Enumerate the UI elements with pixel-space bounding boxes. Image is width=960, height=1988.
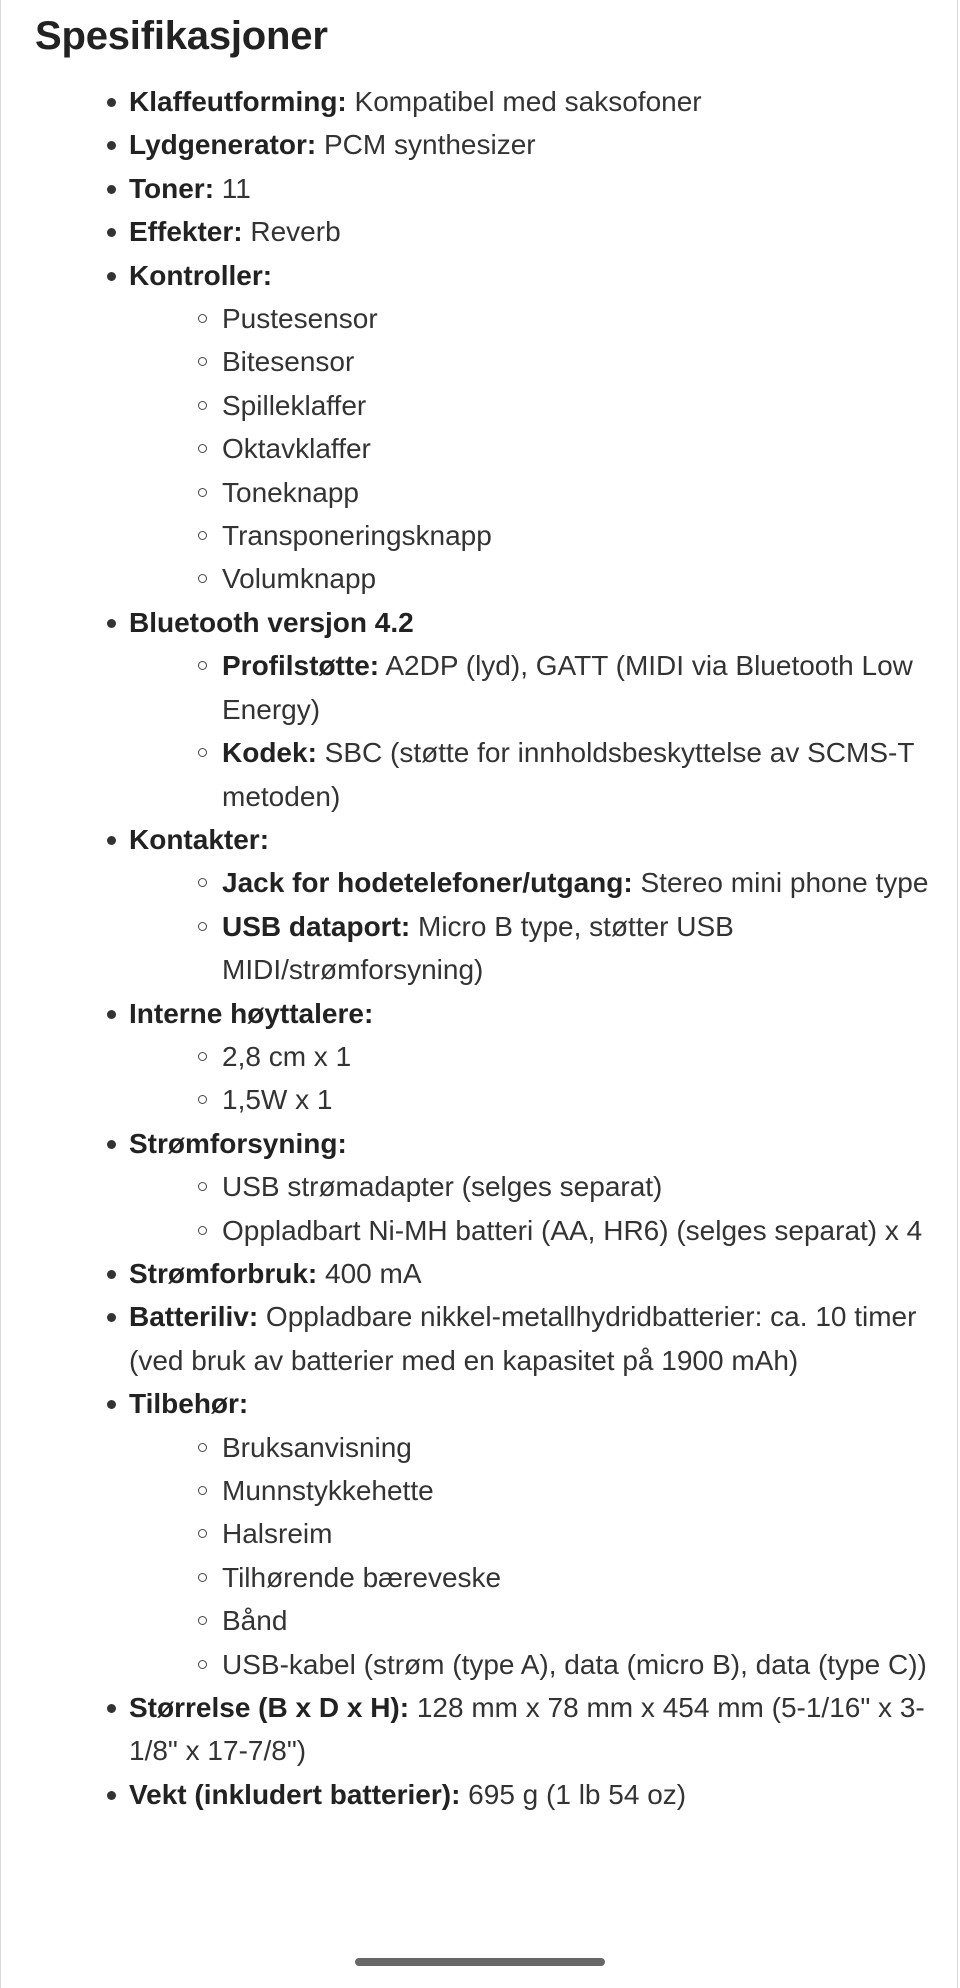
spec-item-stromforsyning: [129, 1122, 935, 1252]
sub-item: [222, 471, 935, 514]
page-title: Spesifikasjoner: [35, 14, 328, 58]
spec-key: Tilbehør:: [129, 1388, 249, 1420]
sub-value: Bitesensor: [222, 346, 355, 378]
spec-key: Klaffeutforming:: [129, 86, 347, 117]
spec-item-bluetooth: [129, 601, 935, 818]
spec-value: 11: [214, 172, 251, 204]
sub-value: SBC (støtte for innholdsbeskyttelse av SCMS-T metoden): [222, 737, 914, 812]
sub-list-stromforsyning: [129, 1165, 935, 1252]
sub-key: Kodek:: [222, 737, 317, 769]
sub-key: Profilstøtte:: [222, 650, 380, 682]
sub-value: Toneknapp: [222, 476, 360, 508]
sub-list-kontakter: [129, 861, 935, 991]
sub-list-tilbehor: [129, 1426, 935, 1686]
sub-item: [222, 1035, 935, 1078]
spec-item-klaffeutforming: [129, 80, 935, 123]
sub-value: Spilleklaffer: [222, 389, 367, 421]
spec-value: 695 g (1 lb 54 oz): [460, 1778, 687, 1810]
sub-list-bluetooth: [129, 644, 935, 818]
sub-item: [222, 557, 935, 600]
sub-item: [222, 1209, 935, 1252]
sub-item: [222, 1469, 935, 1512]
spec-value: PCM synthesizer: [316, 129, 536, 161]
sub-value: A2DP (lyd), GATT (MIDI via Bluetooth Low Energy): [222, 650, 913, 725]
sub-item: [222, 1556, 935, 1599]
sub-item: [222, 340, 935, 383]
sub-list-kontroller: [129, 297, 935, 601]
spec-item-tilbehor: [129, 1382, 935, 1686]
sub-item: [222, 905, 935, 992]
sub-list-hoyttalere: [129, 1035, 935, 1122]
spec-item-interne-hoyttalere: [129, 992, 935, 1122]
spec-key: Størrelse (B x D x H):: [129, 1692, 410, 1724]
spec-value: Oppladbare nikkel-metallhydridbatterier: ca. 10 timer (ved bruk av batterier med en kapasitet på 1900 mAh): [129, 1301, 917, 1376]
sub-item: [222, 731, 935, 818]
spec-value: 128 mm x 78 mm x 454 mm (5-1/16" x 3-1/8" x 17-7/8"): [129, 1692, 925, 1767]
spec-item-lydgenerator: [129, 123, 935, 166]
spec-key: Strømforbruk:: [129, 1257, 318, 1289]
sub-value: Munnstykkehette: [222, 1475, 434, 1506]
spec-key: Effekter:: [129, 216, 243, 248]
spec-key: Lydgenerator:: [129, 129, 317, 161]
sub-value: 2,8 cm x 1: [222, 1040, 352, 1072]
spec-key: Vekt (inkludert batterier):: [129, 1778, 461, 1810]
sub-value: Halsreim: [222, 1518, 333, 1550]
sub-value: Bånd: [222, 1605, 288, 1637]
sub-value: Pustesensor: [222, 303, 378, 335]
spec-item-vekt: [129, 1773, 935, 1816]
sub-value: 1,5W x 1: [222, 1084, 333, 1116]
spec-section: [35, 8, 935, 1816]
sub-value: USB strømadapter (selges separat): [222, 1171, 663, 1203]
sub-item: [222, 644, 935, 731]
spec-key: Kontakter:: [129, 823, 270, 855]
sub-value: Micro B type, støtter USB MIDI/strømforsyning): [222, 910, 734, 986]
spec-item-storrelse: [129, 1686, 935, 1773]
sub-value: Oktavklaffer: [222, 433, 371, 465]
sub-item: [222, 1599, 935, 1642]
sub-item: [222, 1078, 935, 1121]
sub-item: [222, 514, 935, 557]
scroll-indicator[interactable]: [355, 1958, 605, 1966]
sub-value: Stereo mini phone type: [632, 867, 929, 899]
spec-item-effekter: [129, 210, 935, 253]
spec-value: Kompatibel med saksofoner: [346, 86, 702, 117]
spec-key: Kontroller:: [129, 259, 273, 291]
spec-key: Strømforsyning:: [129, 1127, 347, 1159]
sub-item: [222, 384, 935, 427]
sub-value: Bruksanvisning: [222, 1431, 412, 1463]
spec-value: Reverb: [242, 216, 341, 248]
sub-item: [222, 861, 935, 904]
spec-key: Toner:: [129, 172, 215, 204]
sub-key: USB dataport:: [222, 910, 411, 942]
spec-key: Bluetooth versjon 4.2: [129, 606, 414, 638]
spec-key: Interne høyttalere:: [129, 997, 374, 1029]
sub-value: Tilhørende bæreveske: [222, 1561, 502, 1593]
spec-list: [35, 80, 935, 1816]
sub-item: [222, 1426, 935, 1469]
sub-value: Transponeringsknapp: [222, 520, 492, 552]
spec-item-toner: [129, 167, 935, 210]
sub-item: [222, 427, 935, 470]
sub-item: [222, 1512, 935, 1555]
sub-value: Oppladbart Ni-MH batteri (AA, HR6) (selges separat) x 4: [222, 1214, 923, 1246]
sub-item: [222, 297, 935, 340]
spec-item-kontakter: [129, 818, 935, 992]
spec-item-kontroller: [129, 254, 935, 601]
sub-item: [222, 1165, 935, 1208]
spec-value: 400 mA: [317, 1257, 422, 1289]
sub-value: USB-kabel (strøm (type A), data (micro B), data (type C)): [222, 1648, 927, 1680]
spec-key: Batteriliv:: [129, 1301, 259, 1333]
spec-item-batteriliv: [129, 1295, 935, 1382]
spec-item-stromforbruk: [129, 1252, 935, 1295]
sub-key: Jack for hodetelefoner/utgang:: [222, 867, 633, 899]
sub-item: [222, 1643, 935, 1686]
sub-value: Volumknapp: [222, 563, 377, 595]
